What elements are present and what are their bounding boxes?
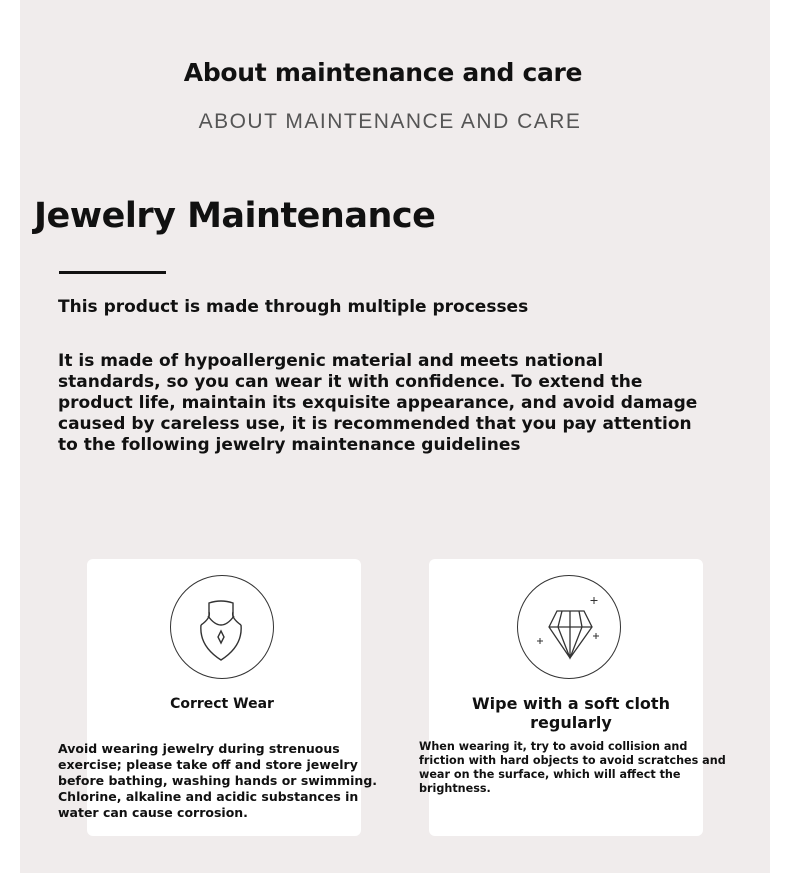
- page-title: Jewelry Maintenance: [34, 196, 436, 236]
- section-subheading: ABOUT MAINTENANCE AND CARE: [198, 110, 582, 133]
- necklace-icon: [170, 575, 274, 679]
- lead-text: This product is made through multiple processes: [58, 297, 529, 317]
- title-divider: [59, 271, 166, 274]
- intro-paragraph: It is made of hypoallergenic material and meets national standards, so you can wear it with confidence. To extend the product life, maintain its exquisite appearance, and avoid damage caused by careless use, it is recommended that you pay attention to the following jewelry maintenance guidelines: [58, 351, 698, 455]
- section-heading: About maintenance and care: [183, 58, 583, 87]
- card-description: When wearing it, try to avoid collision and friction with hard objects to avoid scratches and wear on the surface, which will affect the brightness.: [419, 740, 726, 795]
- diamond-icon: [517, 575, 621, 679]
- card-title: Wipe with a soft cloth regularly: [472, 694, 670, 732]
- card-title: Correct Wear: [170, 696, 274, 712]
- card-description: Avoid wearing jewelry during strenuous exercise; please take off and store jewelry before bathing, washing hands or swimming. Chlorine, alkaline and acidic substances in water can cause corrosion.: [58, 741, 378, 820]
